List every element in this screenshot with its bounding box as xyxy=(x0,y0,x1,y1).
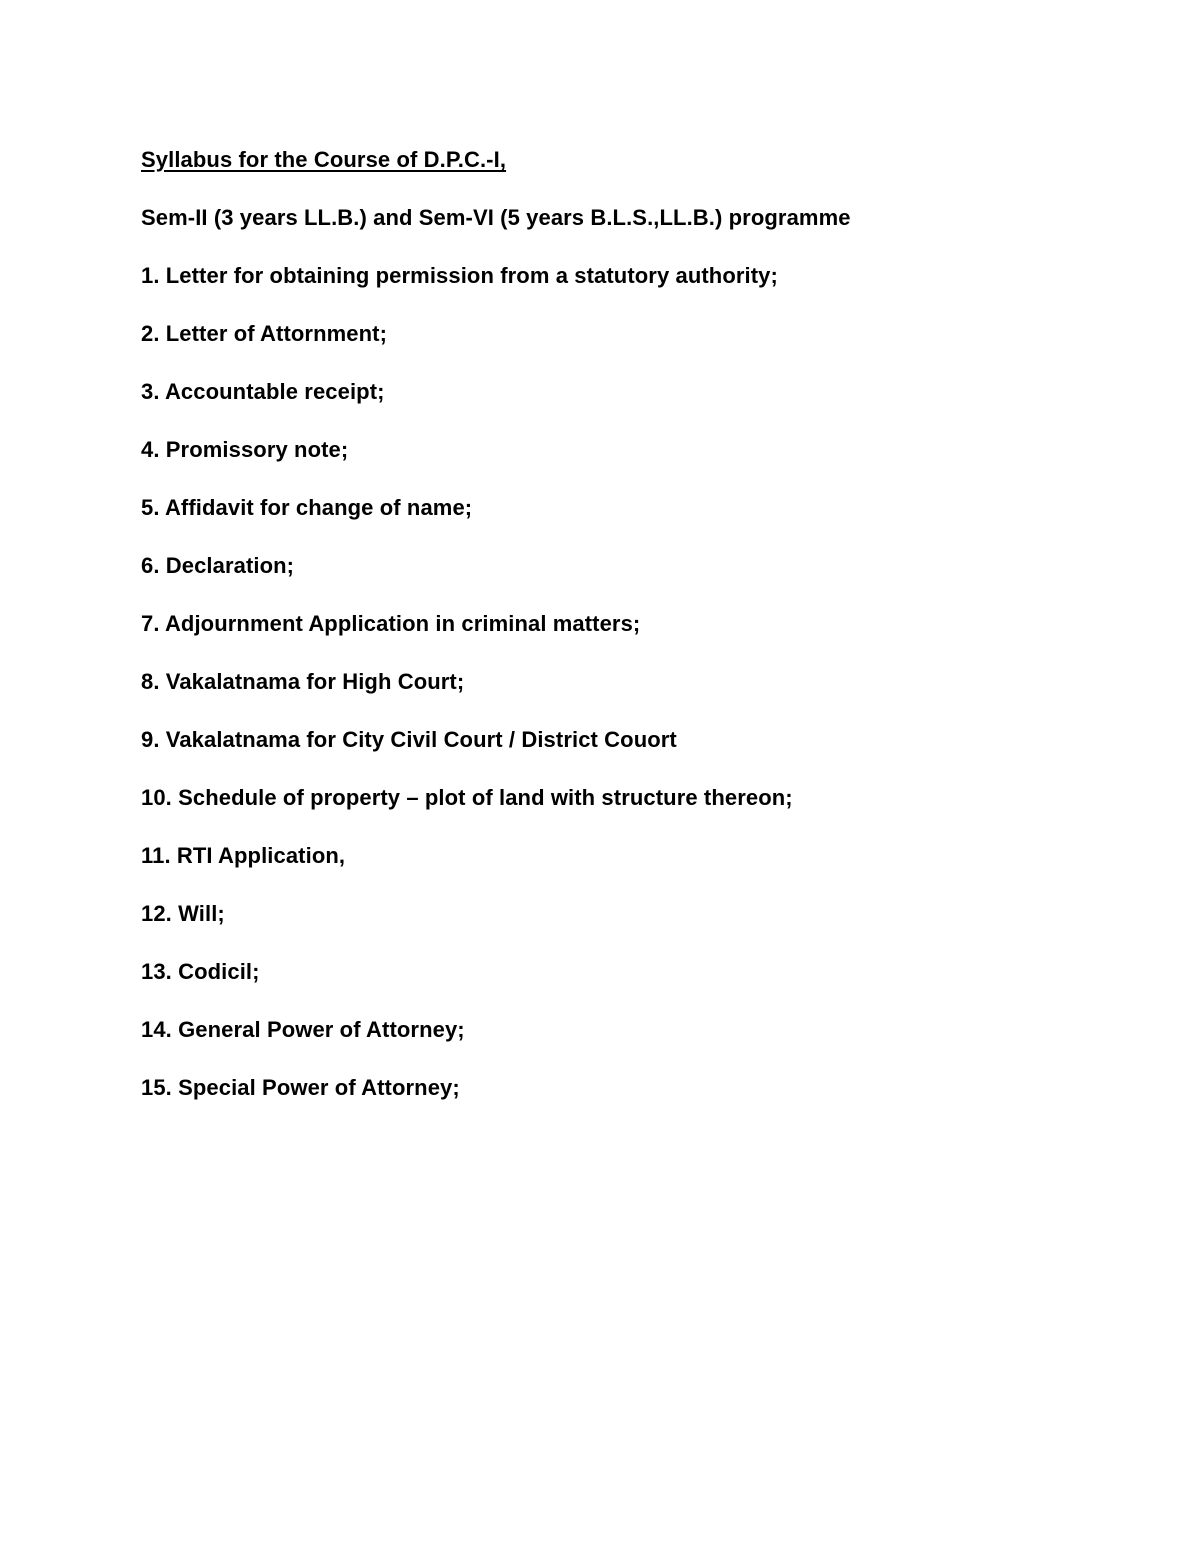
syllabus-item: 9. Vakalatnama for City Civil Court / District Couort xyxy=(141,727,677,752)
syllabus-item: 10. Schedule of property – plot of land with structure thereon; xyxy=(141,785,793,810)
syllabus-item: 3. Accountable receipt; xyxy=(141,379,385,404)
syllabus-item: 6. Declaration; xyxy=(141,553,295,578)
syllabus-item: 5. Affidavit for change of name; xyxy=(141,495,473,520)
syllabus-item: 11. RTI Application, xyxy=(141,843,346,868)
syllabus-item: 1. Letter for obtaining permission from a statutory authority; xyxy=(141,263,778,288)
syllabus-item: 8. Vakalatnama for High Court; xyxy=(141,669,465,694)
syllabus-item: 15. Special Power of Attorney; xyxy=(141,1075,460,1100)
syllabus-item: 7. Adjournment Application in criminal matters; xyxy=(141,611,641,636)
document-title: Syllabus for the Course of D.P.C.-I, xyxy=(141,147,507,172)
document-subtitle: Sem-II (3 years LL.B.) and Sem-VI (5 years B.L.S.,LL.B.) programme xyxy=(141,205,851,230)
syllabus-item: 13. Codicil; xyxy=(141,959,260,984)
syllabus-item: 4. Promissory note; xyxy=(141,437,349,462)
syllabus-item: 12. Will; xyxy=(141,901,225,926)
syllabus-item: 2. Letter of Attornment; xyxy=(141,321,388,346)
syllabus-item: 14. General Power of Attorney; xyxy=(141,1017,465,1042)
